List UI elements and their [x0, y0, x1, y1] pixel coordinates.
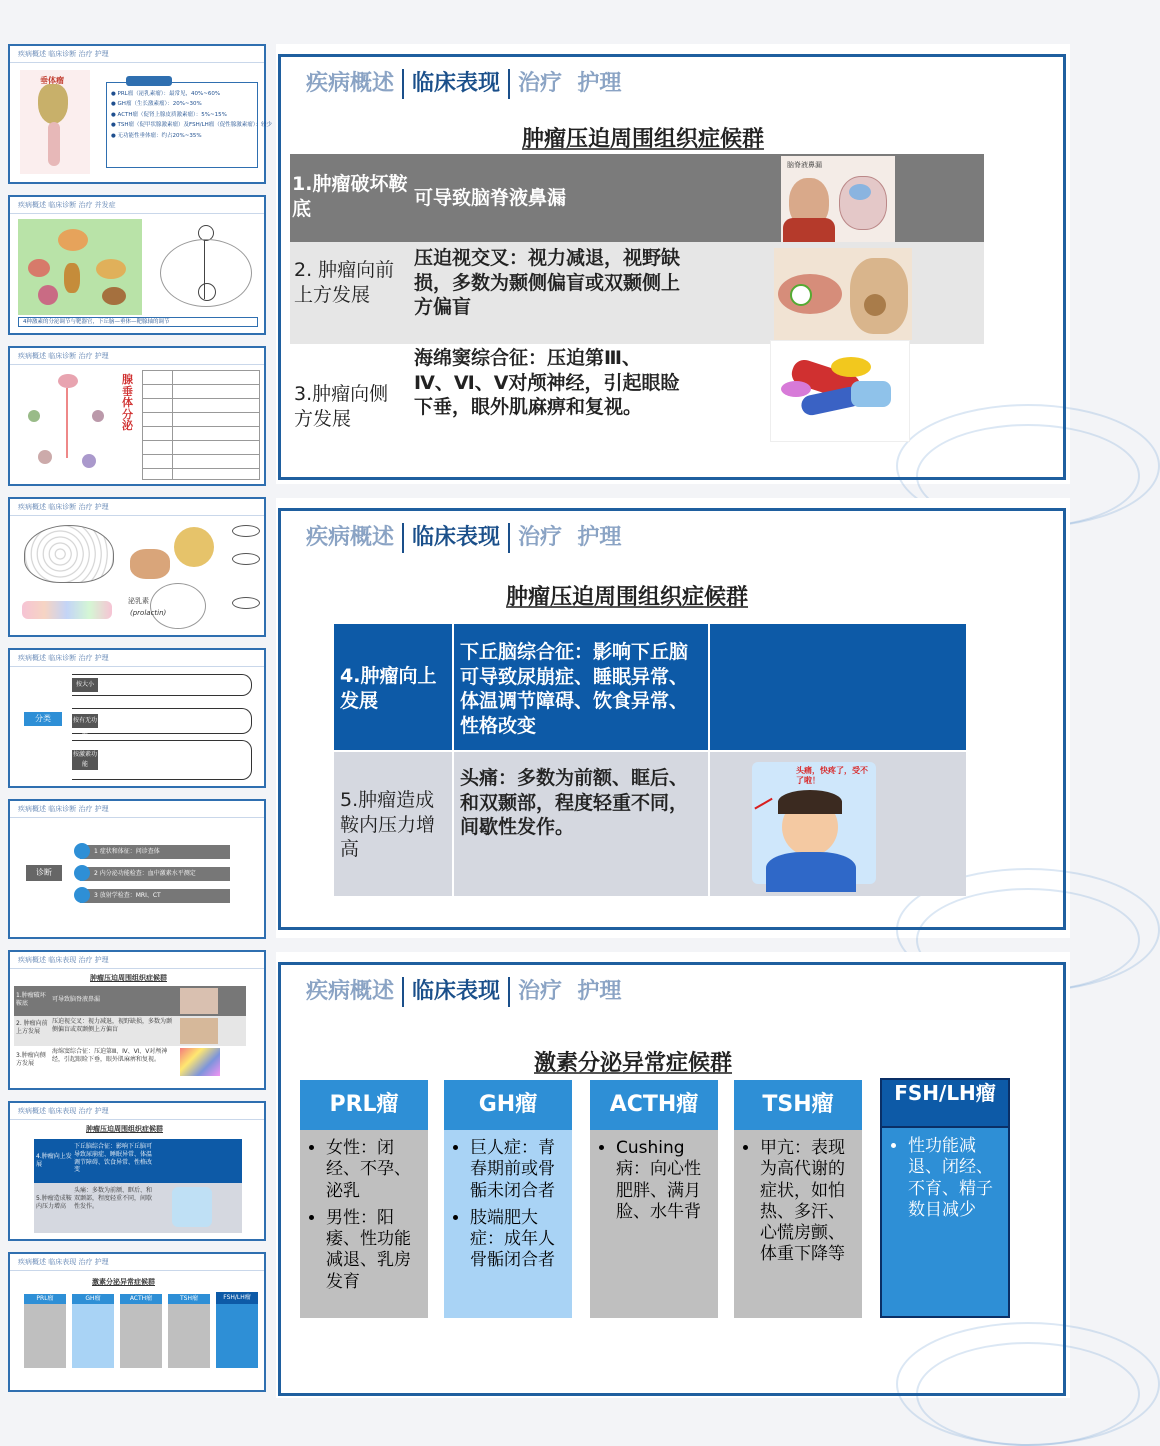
- box-body-tsh: [734, 1130, 862, 1318]
- thumb-cell: 1.肿瘤破坏鞍底: [16, 992, 46, 1007]
- thumb-label: 泌乳素: [128, 597, 149, 605]
- box-body-gh: [444, 1130, 572, 1318]
- thumb-cell: 4.肿瘤向上发展: [36, 1153, 72, 1168]
- thumb-cell: 可导致脑脊液鼻漏: [52, 996, 101, 1003]
- box-body-fsh-lh: [880, 1128, 1010, 1318]
- nav-nursing[interactable]: 护理: [577, 979, 622, 1004]
- thumb-nav: 疾病概述 临床诊断 治疗 护理: [18, 805, 109, 813]
- thumb-nav: 疾病概述 临床诊断 治疗 护理: [18, 50, 109, 58]
- nav-clinical[interactable]: 临床表现: [412, 525, 501, 550]
- box-head-acth: ACTH瘤: [590, 1080, 718, 1130]
- thumb-list: [111, 89, 273, 141]
- thumb-box: 诊断: [26, 865, 62, 881]
- row-label: 4.肿瘤向上发展: [340, 665, 437, 712]
- headache-cartoon: [752, 762, 876, 884]
- axis-diagram: [148, 219, 258, 315]
- thumbnail-slide-6[interactable]: [8, 799, 266, 939]
- slide-title: 肿瘤压迫周围组织症候群: [522, 127, 765, 152]
- section-nav: [306, 66, 621, 99]
- thumb-nav: 疾病概述 临床诊断 治疗 护理: [18, 654, 109, 662]
- thumb-nav: 疾病概述 临床表现 治疗 护理: [18, 1107, 109, 1115]
- box-body-acth: [590, 1130, 718, 1318]
- thumb-title: 肿瘤压迫周围组织症候群: [90, 974, 167, 982]
- thumb-cell: 头痛：多数为前额、眶后、和双颞部，程度轻重不同，间歇性发作。: [74, 1187, 153, 1210]
- thumbnail-slide-4[interactable]: [8, 497, 266, 637]
- thumb-table: [142, 370, 260, 480]
- image-caption: 脑脊液鼻漏: [787, 161, 822, 169]
- box-body-prl: [300, 1130, 428, 1318]
- box-item: • 甲亢：表现为高代谢的症状，如怕热、多汗、心慌房颤、体重下降等: [760, 1138, 854, 1266]
- thumb-box: 2 内分泌功能检查：血中激素水平测定: [80, 867, 230, 881]
- thumb-nav: 疾病概述 临床表现 治疗 护理: [18, 1258, 109, 1266]
- nav-nursing[interactable]: 护理: [577, 525, 622, 550]
- slide-3: [276, 952, 1070, 1398]
- box-item: • Cushing病：向心性肥胖、满月脸、水牛背: [616, 1138, 710, 1223]
- row-desc: 压迫视交叉：视力减退，视野缺损，多数为颞侧偏盲或双颞侧上方偏盲: [414, 247, 681, 319]
- nav-treatment[interactable]: 治疗: [518, 525, 563, 550]
- thumb-box: GH瘤: [72, 1294, 114, 1304]
- thumb-cell: 2. 肿瘤向前上方发展: [16, 1020, 48, 1035]
- section-nav: [306, 974, 621, 1007]
- thumb-cell: 下丘脑综合征：影响下丘脑可导致尿崩症、睡眠异常、体温调节障碍、饮食异常、性格改变: [74, 1143, 153, 1174]
- thumb-box: ACTH瘤: [120, 1294, 162, 1304]
- nav-clinical[interactable]: 临床表现: [412, 71, 501, 96]
- thumb-box: 按有无功能: [72, 714, 98, 728]
- nav-nursing[interactable]: 护理: [577, 71, 622, 96]
- thumbnail-slide-5[interactable]: [8, 648, 266, 788]
- box-item: • 性功能减退、闭经、不育、精子数目减少: [908, 1136, 1000, 1221]
- brain-illustration: [18, 521, 118, 631]
- row-desc: 可导致脑脊液鼻漏: [414, 187, 567, 209]
- thumb-nav: 疾病概述 临床诊断 治疗 护理: [18, 503, 109, 511]
- nav-clinical[interactable]: 临床表现: [412, 979, 501, 1004]
- row-label: 1.肿瘤破坏鞍底: [292, 173, 408, 220]
- thumb-box: 按大小: [72, 678, 98, 692]
- box-head-tsh: TSH瘤: [734, 1080, 862, 1130]
- box-head-fsh-lh: FSH/LH瘤: [880, 1078, 1010, 1128]
- box-item: • 巨人症：青春期前或骨骺未闭合者: [470, 1138, 564, 1202]
- thumb-box: 1 症状和体征：问诊查体: [80, 845, 230, 859]
- nav-overview[interactable]: 疾病概述: [306, 71, 395, 96]
- thumb-sublabel: (prolactin): [130, 609, 167, 617]
- row-label: 3.肿瘤向侧方发展: [294, 383, 389, 430]
- thumb-label: 垂体瘤: [40, 76, 64, 85]
- box-item: • 男性：阳痿、性功能减退、乳房发育: [326, 1208, 420, 1293]
- nav-treatment[interactable]: 治疗: [518, 71, 563, 96]
- nav-overview[interactable]: 疾病概述: [306, 979, 395, 1004]
- thumb-list-item: ● 无功能性垂体瘤：约占20%~35%: [111, 132, 202, 139]
- thumb-list-item: ● PRL瘤（泌乳素瘤）：最常见，40%~60%: [111, 91, 221, 97]
- thumb-nav: 疾病概述 临床表现 治疗 护理: [18, 956, 109, 964]
- box-head-gh: GH瘤: [444, 1080, 572, 1130]
- thumb-list-item: ● GH瘤（生长激素瘤）：20%~30%: [111, 101, 202, 108]
- thumb-box: PRL瘤: [24, 1294, 66, 1304]
- thumb-vertical-title: 腺垂体分泌: [122, 373, 133, 433]
- box-item: • 女性：闭经、不孕、泌乳: [326, 1138, 420, 1202]
- secretion-diagram: [18, 370, 118, 480]
- thumb-title: 肿瘤压迫周围组织症候群: [86, 1125, 163, 1133]
- thumb-box: TSH瘤: [168, 1294, 210, 1304]
- row-desc: 头痛：多数为前额、眶后、和双颞部，程度轻重不同，间歇性发作。: [460, 767, 689, 839]
- thumbnail-slide-9[interactable]: [8, 1252, 266, 1392]
- optic-chiasm-image: [774, 248, 912, 340]
- thumb-nav: 疾病概述 临床诊断 治疗 并发症: [18, 201, 116, 209]
- thumb-cell: 海绵窦综合征：压迫第Ⅲ、Ⅳ、Ⅵ、Ⅴ对颅神经，引起眼睑下垂，眼外肌麻痹和复视。: [52, 1048, 168, 1063]
- slide-1: [276, 44, 1070, 484]
- thumb-list-item: ● TSH瘤（促甲状腺激素瘤）及FSH/LH瘤（促性腺激素瘤）：较少: [111, 122, 273, 129]
- slide-2: [276, 498, 1070, 938]
- row-desc: 下丘脑综合征：影响下丘脑可导致尿崩症、睡眠异常、体温调节障碍、饮食异常、性格改变: [460, 641, 689, 738]
- row-desc: 海绵窦综合征：压迫第Ⅲ、Ⅳ、Ⅵ、Ⅴ对颅神经，引起眼睑下垂，眼外肌麻痹和复视。: [414, 347, 680, 419]
- thumbnail-slide-8[interactable]: [8, 1101, 266, 1241]
- thumb-list-item: ● ACTH瘤（促肾上腺皮质激素瘤）：5%~15%: [111, 111, 227, 118]
- section-nav: [306, 520, 621, 553]
- thumb-caption: 4种激素的分泌调节与靶器官，下丘脑—垂体—靶腺轴的调节: [18, 317, 258, 327]
- thumb-list-box: [106, 82, 273, 168]
- slide-title: 激素分泌异常症候群: [534, 1051, 733, 1076]
- thumb-box: 3 放射学检查：MRI、CT: [80, 889, 230, 903]
- row-label: 5.肿瘤造成鞍内压力增高: [340, 789, 436, 861]
- thumb-cell: 压迫视交叉：视力减退，视野缺损，多数为颞侧偏盲或双颞侧上方偏盲: [52, 1018, 173, 1033]
- thumb-title: 激素分泌异常症候群: [92, 1278, 155, 1286]
- hormone-diagram: [18, 219, 142, 315]
- slide-title: 肿瘤压迫周围组织症候群: [506, 585, 749, 610]
- thumbnail-slide-1[interactable]: [8, 44, 273, 184]
- row-label: 2. 肿瘤向前上方发展: [294, 259, 395, 306]
- cartoon-text: 头痛，快疼了，受不了啦！: [796, 766, 868, 785]
- nav-treatment[interactable]: 治疗: [518, 979, 563, 1004]
- thumb-box: FSH/LH瘤: [216, 1292, 258, 1304]
- thumb-box: 按激素功能: [72, 751, 97, 768]
- thumb-cell: 3.肿瘤向侧方发展: [16, 1052, 46, 1067]
- thumbnail-slide-7[interactable]: [8, 950, 266, 1090]
- thumb-box: 分类: [24, 712, 62, 726]
- box-item: • 肢端肥大症：成年人骨骺闭合者: [470, 1208, 564, 1272]
- nav-overview[interactable]: 疾病概述: [306, 525, 395, 550]
- thumbnail-slide-3[interactable]: [8, 346, 266, 486]
- thumb-nav: 疾病概述 临床诊断 治疗 护理: [18, 352, 109, 360]
- thumbnail-slide-2[interactable]: [8, 195, 266, 335]
- csf-rhinorrhea-image: [781, 156, 895, 242]
- box-head-prl: PRL瘤: [300, 1080, 428, 1130]
- cavernous-sinus-image: [770, 340, 910, 442]
- thumb-cell: 5.肿瘤造成鞍内压力增高: [36, 1195, 72, 1210]
